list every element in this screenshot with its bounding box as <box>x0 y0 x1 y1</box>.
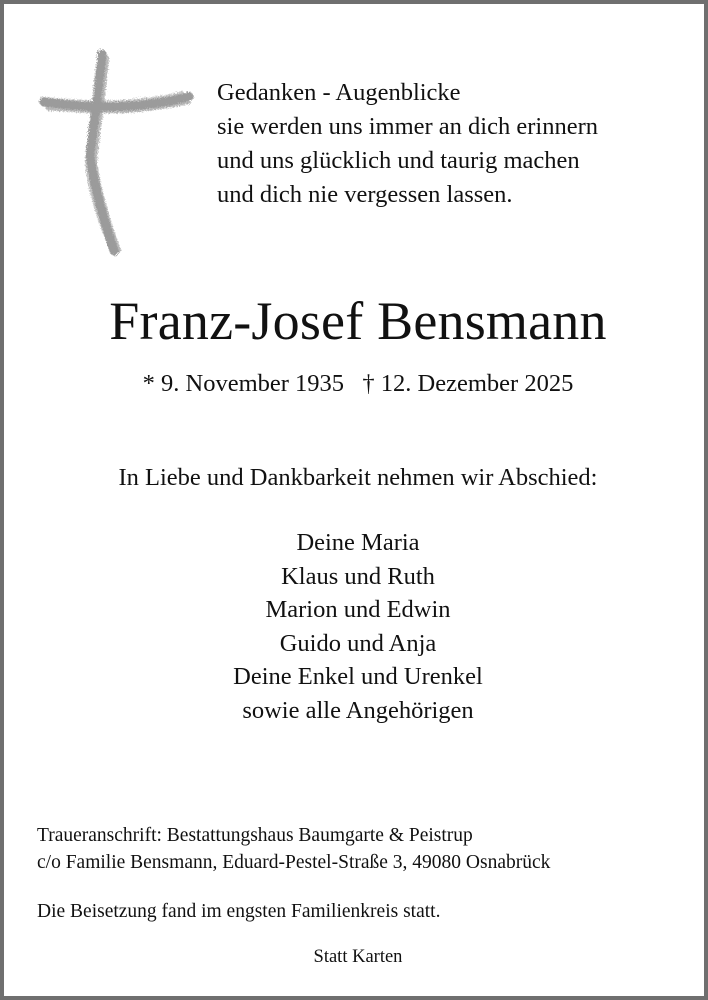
mourner-line: Marion und Edwin <box>265 596 451 623</box>
address-line: c/o Familie Bensmann, Eduard-Pestel-Straße 3, 49080 Osnabrück <box>37 852 551 873</box>
poem-line: Gedanken - Augenblicke <box>217 79 461 106</box>
mourners-list <box>4 526 708 727</box>
poem-line: und dich nie vergessen lassen. <box>217 181 513 208</box>
chalk-cross-icon <box>34 46 199 261</box>
burial-note: Die Beisetzung fand im engsten Familienkreis statt. <box>37 901 441 922</box>
mourner-line: Deine Maria <box>296 529 420 556</box>
poem-line: sie werden uns immer an dich erinnern <box>217 113 598 140</box>
mourning-address <box>37 822 550 876</box>
mourner-line: Klaus und Ruth <box>281 562 435 590</box>
memorial-poem <box>217 76 598 212</box>
mourner-line: Guido und Anja <box>279 629 437 657</box>
life-dates: * 9. November 1935 † 12. Dezember 2025 <box>142 370 574 397</box>
poem-line: und uns glücklich und taurig machen <box>217 147 580 174</box>
mourner-line: sowie alle Angehörigen <box>242 696 474 724</box>
statt-karten-note: Statt Karten <box>313 947 403 967</box>
farewell-text: In Liebe und Dankbarkeit nehmen wir Abschied: <box>118 464 598 491</box>
address-line: Traueranschrift: Bestattungshaus Baumgarte & Peistrup <box>37 825 473 846</box>
deceased-name: Franz-Josef Bensmann <box>109 291 607 351</box>
mourner-line: Deine Enkel und Urenkel <box>233 663 483 690</box>
